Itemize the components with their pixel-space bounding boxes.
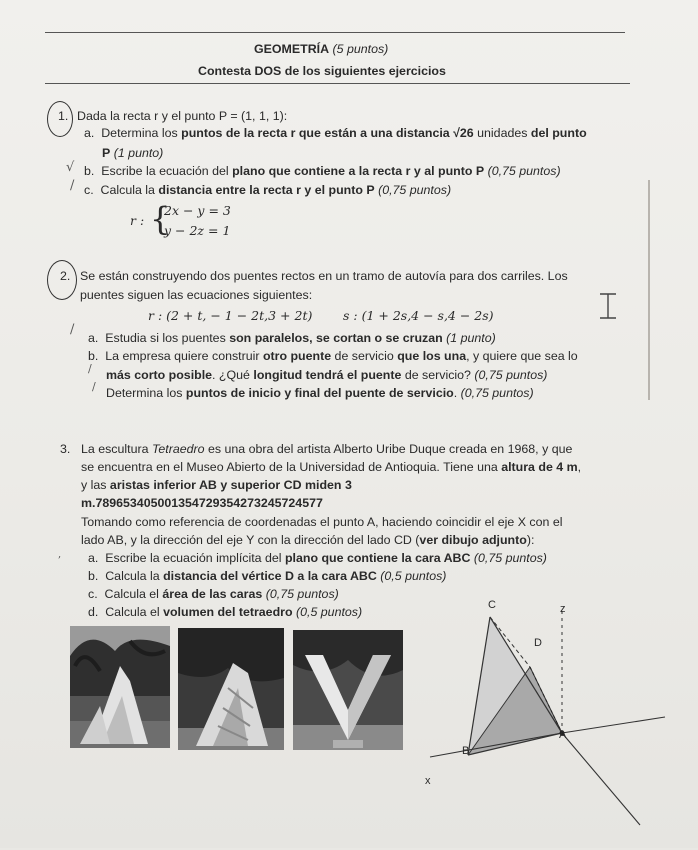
ex3-line-3: y las aristas inferior AB y superior CD miden 3 [81,478,352,492]
ex1-c: c. Calcula la distancia entre la recta r y el punto P (0,75 puntos) [84,183,452,197]
title-text: GEOMETRÍA [254,42,330,56]
label-C: C [488,599,496,611]
ex3-line-4: m.789653405001354729354273245724577 [81,496,323,510]
ex2-number: 2. [60,269,71,283]
sculpture-photo-1 [70,626,170,748]
ex1-a: a. Determina los puntos de la recta r que están a una distancia √26 unidades del punto [84,126,587,140]
ex3-b: b. Calcula la distancia del vértice D a la cara ABC (0,5 puntos) [88,569,447,583]
system-eq1: 2x − y = 3 [164,203,231,218]
ex3-number: 3. [60,442,71,456]
pen-mark: / [88,362,92,375]
label-D: D [534,637,542,649]
top-rule [45,32,625,33]
pen-mark: / [70,322,75,337]
ex3-a: a. Escribe la ecuación implícita del plano que contiene la cara ABC (0,75 puntos) [88,551,547,565]
tetrahedron-diagram [410,595,670,845]
pen-mark: / [70,178,75,193]
system-eq2: y − 2z = 1 [164,223,231,238]
system-brace: { [150,200,171,238]
ex1-number: 1. [58,109,69,123]
ex1-b: b. Escribe la ecuación del plano que contiene a la recta r y al punto P (0,75 puntos) [84,164,561,178]
ex2-b-line3: Determina los puntos de inicio y final del puente de servicio. (0,75 puntos) [106,386,534,400]
page-title [254,41,388,57]
margin-i-mark [596,290,620,322]
check-mark: √ [66,160,75,175]
equation-s: s : (1 + 2s,4 − s,4 − 2s) [343,308,494,323]
ex3-c: c. Calcula el área de las caras (0,75 puntos) [88,587,339,601]
sculpture-photo-3 [293,630,403,750]
sculpture-photo-2 [178,628,284,750]
pen-mark: / [92,380,96,393]
label-z: z [560,603,566,615]
ex3-line-5: Tomando como referencia de coordenadas el punto A, haciendo coincidir el eje X con el [81,515,563,529]
label-A: A [559,729,567,741]
ex2-a: a. Estudia si los puentes son paralelos, se cortan o se cruzan (1 punto) [88,331,496,345]
margin-pen-line [648,180,650,400]
pen-dot: , [58,549,62,560]
label-B: B [462,745,470,757]
label-x: x [425,775,431,787]
ex1-a-line2: P (1 punto) [102,146,164,160]
instruction: Contesta DOS de los siguientes ejercicios [198,64,446,78]
ex3-line-6: lado AB, y la dirección del eje Y con la dirección del lado CD (ver dibujo adjunto): [81,533,535,547]
ex3-line-1: La escultura Tetraedro es una obra del artista Alberto Uribe Duque creada en 1968, y que [81,442,573,456]
ex3-d: d. Calcula el volumen del tetraedro (0,5 puntos) [88,605,363,619]
equation-r: r : (2 + t, − 1 − 2t,3 + 2t) [148,308,313,323]
title-points: (5 puntos) [332,42,389,56]
ex2-intro-2: puentes siguen las ecuaciones siguientes: [80,288,313,302]
ex2-b-line2: más corto posible. ¿Qué longitud tendrá el puente de servicio? (0,75 puntos) [106,368,548,382]
ex3-line-2: se encuentra en el Museo Abierto de la Universidad de Antioquia. Tiene una altura de 4 m, [81,460,582,474]
header-rule [45,83,630,84]
system-name: r : [130,213,145,228]
ex2-b: b. La empresa quiere construir otro puente de servicio que los una, y quiere que sea lo [88,349,578,363]
ex2-intro-1: Se están construyendo dos puentes rectos en un tramo de autovía para dos carriles. Los [80,269,568,283]
ex1-intro: Dada la recta r y el punto P = (1, 1, 1): [77,109,288,123]
